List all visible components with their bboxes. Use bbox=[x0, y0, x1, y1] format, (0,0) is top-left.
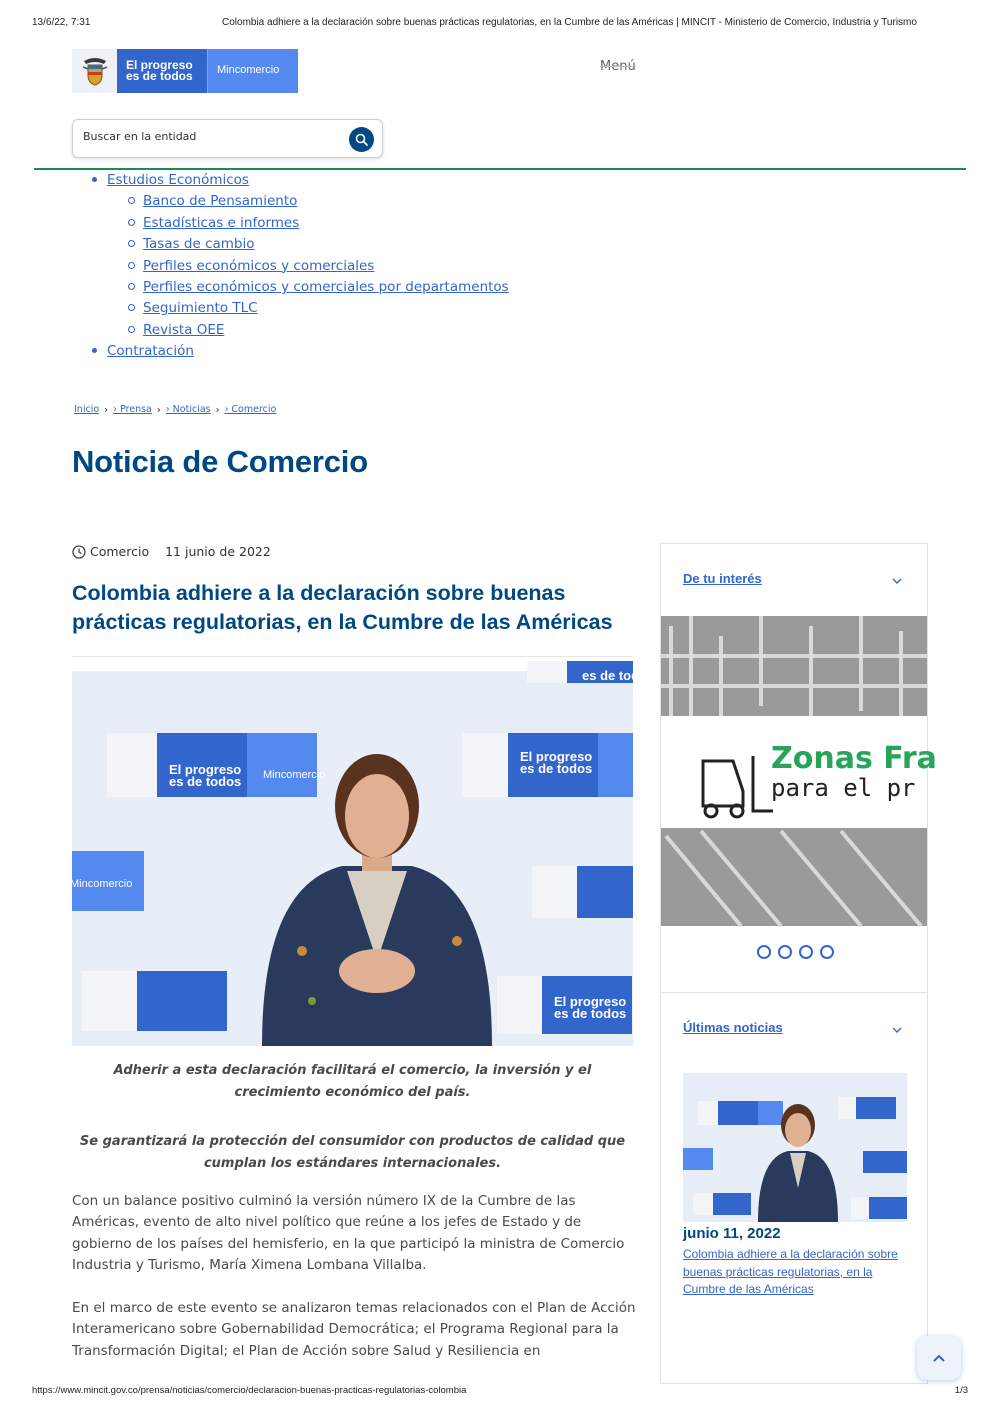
nav-link-banco[interactable]: Banco de Pensamiento bbox=[143, 193, 298, 210]
zonas-francas-banner bbox=[661, 616, 937, 926]
breadcrumb-separator-icon: › bbox=[215, 405, 220, 416]
carousel-dot[interactable] bbox=[778, 945, 792, 959]
chevron-up-icon bbox=[932, 1353, 946, 1363]
nav-link-estadisticas[interactable]: Estadísticas e informes bbox=[143, 214, 300, 231]
menu-link[interactable]: Menú bbox=[600, 59, 636, 74]
article-paragraph-1: Con un balance positivo culminó la versión número IX de la Cumbre de las Américas, evento de alto nivel político que reúne a los jefes de Estado y de gobierno de los países del hemisferio, en la que participó la ministra de Comercio Industria y Turismo, María Ximena Lombana Villalba. bbox=[72, 1193, 625, 1274]
nav-subitem bbox=[72, 278, 509, 299]
press-backdrop-illustration bbox=[70, 668, 640, 1046]
article-category: Comercio bbox=[90, 544, 150, 559]
article-meta bbox=[72, 544, 271, 559]
sidebar-divider bbox=[661, 992, 927, 993]
search-button[interactable] bbox=[349, 127, 374, 152]
nav-item-contratacion bbox=[72, 342, 509, 363]
breadcrumb-separator-icon: › bbox=[104, 405, 109, 416]
clock-icon bbox=[72, 545, 86, 559]
backdrop-slogan-2: es de todos bbox=[554, 1006, 627, 1021]
article-date: 11 junio de 2022 bbox=[165, 544, 271, 559]
print-header bbox=[32, 17, 968, 31]
breadcrumb-noticias[interactable]: › Noticias bbox=[165, 404, 211, 415]
nav-subitem bbox=[72, 299, 509, 320]
article-photo bbox=[70, 668, 640, 1046]
article-paragraph-2: En el marco de este evento se analizaron temas relacionados con el Plan de Acción Interamericano sobre Gobernabilidad Democrática; el Programa Regional para la Transformación Digital; el Plan de Acción sobre Salud y Resiliencia en bbox=[72, 1300, 636, 1359]
header-divider bbox=[34, 168, 966, 170]
nav-link-estudios[interactable]: Estudios Económicos bbox=[107, 172, 249, 188]
carousel-dot[interactable] bbox=[820, 945, 834, 959]
breadcrumb-inicio[interactable]: Inicio bbox=[74, 404, 100, 415]
nav-link-perfiles[interactable]: Perfiles económicos y comerciales bbox=[143, 257, 375, 274]
slogan-line-1: El progreso bbox=[126, 58, 193, 72]
print-footer bbox=[32, 1385, 968, 1399]
backdrop-logo bbox=[462, 733, 633, 797]
backdrop-logo bbox=[527, 661, 639, 683]
photo-caption-2: Se garantizará la protección del consumidor con productos de calidad que cumplan los estándares internacionales. bbox=[79, 1134, 626, 1171]
backdrop-slogan-2: es de todos bbox=[520, 761, 593, 776]
backdrop-slogan-1: El progreso bbox=[554, 994, 627, 1009]
nav-link-revista-oee[interactable]: Revista OEE bbox=[143, 321, 225, 338]
nav-link-contratacion[interactable]: Contratación bbox=[107, 343, 194, 360]
print-date: 13/6/22, 7:31 bbox=[32, 17, 91, 28]
breadcrumb-comercio[interactable]: › Comercio bbox=[224, 404, 277, 415]
print-url: https://www.mincit.gov.co/prensa/noticias/comercio/declaracion-buenas-practicas-regulatorias-colombia bbox=[32, 1385, 467, 1396]
nav-item-estudios bbox=[72, 171, 509, 192]
sidebar-interest-toggle[interactable]: De tu interés bbox=[683, 571, 762, 586]
nav-subitem bbox=[72, 214, 509, 235]
search-icon bbox=[355, 133, 368, 146]
banner-line-2: para el pr bbox=[771, 774, 916, 802]
news-date: junio 11, 2022 bbox=[683, 1225, 781, 1242]
backdrop-partial-top: es de tod bbox=[582, 668, 640, 683]
sidebar bbox=[660, 543, 937, 1384]
breadcrumb-separator-icon: › bbox=[156, 405, 161, 416]
carousel-dots bbox=[757, 945, 834, 959]
slogan-line-2: es de todos bbox=[126, 69, 193, 83]
headline-divider bbox=[72, 656, 633, 657]
nav-subitem bbox=[72, 192, 509, 213]
print-page-number: 1/3 bbox=[954, 1385, 968, 1396]
page-title: Noticia de Comercio bbox=[72, 444, 368, 479]
back-to-top-button[interactable] bbox=[917, 1336, 961, 1380]
search-box bbox=[72, 119, 383, 158]
logo-slogan bbox=[117, 49, 207, 93]
sidebar-latest-toggle[interactable]: Últimas noticias bbox=[683, 1020, 783, 1035]
backdrop-slogan-1: El progreso bbox=[169, 762, 242, 777]
site-logo[interactable] bbox=[72, 49, 298, 93]
backdrop-slogan-2: es de todos bbox=[169, 774, 242, 789]
nav-subitem bbox=[72, 321, 509, 342]
backdrop-entity: Mincomercio bbox=[263, 769, 326, 781]
backdrop-partial-entity: Mincomercio bbox=[70, 878, 133, 890]
nav-subitem bbox=[72, 235, 509, 256]
nav-menu bbox=[72, 171, 509, 364]
coat-of-arms-icon bbox=[72, 49, 117, 93]
chevron-down-icon[interactable] bbox=[891, 575, 903, 587]
carousel-dot[interactable] bbox=[799, 945, 813, 959]
carousel-banner[interactable] bbox=[661, 616, 937, 926]
backdrop-slogan-1: El progreso bbox=[520, 749, 593, 764]
nav-subitem bbox=[72, 257, 509, 278]
photo-caption-1: Adherir a esta declaración facilitará el comercio, la inversión y el crecimiento económico del país. bbox=[113, 1063, 592, 1100]
chevron-down-icon[interactable] bbox=[891, 1024, 903, 1036]
banner-line-1: Zonas Fra bbox=[771, 741, 937, 776]
print-page-title: Colombia adhiere a la declaración sobre buenas prácticas regulatorias, en la Cumbre de las Américas | MINCIT - Ministerio de Comercio, Industria y Turismo bbox=[222, 17, 917, 28]
nav-link-tasas[interactable]: Tasas de cambio bbox=[143, 236, 255, 253]
backdrop-logo bbox=[107, 733, 325, 797]
breadcrumb bbox=[74, 404, 276, 415]
article-headline: Colombia adhiere a la declaración sobre buenas prácticas regulatorias, en la Cumbre de las Américas bbox=[72, 581, 613, 634]
nav-link-perfiles-departamentos[interactable]: Perfiles económicos y comerciales por departamentos bbox=[143, 278, 509, 295]
nav-link-seguimiento-tlc[interactable]: Seguimiento TLC bbox=[143, 300, 258, 317]
news-thumbnail[interactable] bbox=[683, 1073, 907, 1222]
news-thumbnail-illustration bbox=[683, 1073, 907, 1222]
news-title-link[interactable]: Colombia adhiere a la declaración sobre buenas prácticas regulatorias, en la Cumbre de las Américas bbox=[683, 1247, 898, 1296]
search-input[interactable] bbox=[83, 130, 343, 143]
breadcrumb-prensa[interactable]: › Prensa bbox=[113, 404, 152, 415]
carousel-dot[interactable] bbox=[757, 945, 771, 959]
logo-entity: Mincomercio bbox=[207, 49, 298, 93]
